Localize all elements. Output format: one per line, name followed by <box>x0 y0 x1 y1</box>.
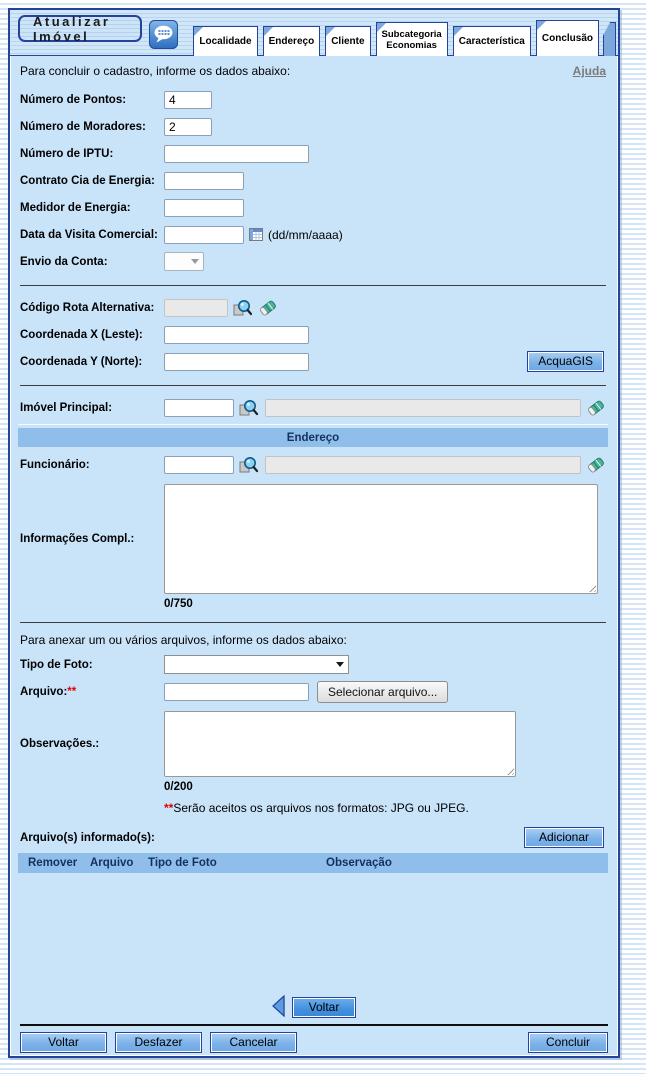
column-header-remover: Remover <box>28 857 78 869</box>
coordenada-x-label: Coordenada X (Leste): <box>20 328 143 341</box>
endereco-section-header: Endereço <box>18 428 608 447</box>
adicionar-button[interactable]: Adicionar <box>524 827 604 848</box>
eraser-icon[interactable] <box>586 399 606 417</box>
chevron-down-icon <box>336 662 344 667</box>
tab-caracteristica[interactable]: Característica <box>453 26 531 56</box>
tab-localidade[interactable]: Localidade <box>193 26 257 56</box>
comment-bubble-icon[interactable] <box>149 20 178 54</box>
chevron-down-icon <box>191 259 199 264</box>
arquivo-input[interactable] <box>164 683 309 701</box>
numero-pontos-label: Número de Pontos: <box>20 93 127 106</box>
tab-subcategoria-economias[interactable]: Subcategoria Economias <box>376 22 448 56</box>
coordenada-x-input[interactable] <box>164 326 309 344</box>
arquivo-label: Arquivo:** <box>20 686 77 698</box>
attachments-table-body <box>16 873 610 989</box>
envio-conta-select[interactable] <box>164 252 204 271</box>
tab-endereco[interactable]: Endereço <box>263 26 321 56</box>
page-title <box>18 15 142 42</box>
data-visita-input[interactable] <box>164 226 244 244</box>
tab-conclusao[interactable]: Conclusão <box>536 20 599 56</box>
cancelar-button[interactable]: Cancelar <box>210 1032 297 1053</box>
tab-cliente[interactable]: Cliente <box>325 26 370 56</box>
concluir-button[interactable]: Concluir <box>528 1032 608 1053</box>
imovel-principal-label: Imóvel Principal: <box>20 401 113 414</box>
search-icon[interactable] <box>239 456 259 474</box>
envio-conta-label: Envio da Conta: <box>20 255 108 268</box>
funcionario-label: Funcionário: <box>20 458 90 471</box>
page-title-text: Atualizar Imóvel <box>33 13 111 44</box>
codigo-rota-input <box>164 299 228 317</box>
footer-button-bar <box>10 1026 618 1056</box>
medidor-energia-label: Medidor de Energia: <box>20 201 131 214</box>
codigo-rota-label: Código Rota Alternativa: <box>20 301 155 314</box>
data-visita-label: Data da Visita Comercial: <box>20 228 158 241</box>
column-header-observacao: Observação <box>326 857 392 869</box>
desfazer-button[interactable]: Desfazer <box>115 1032 202 1053</box>
observacoes-counter: 0/200 <box>164 781 193 793</box>
medidor-energia-input[interactable] <box>164 199 244 217</box>
form-content <box>10 56 618 1024</box>
arquivos-informados-label: Arquivo(s) informado(s): <box>20 831 155 844</box>
tipo-foto-select[interactable] <box>164 655 349 674</box>
voltar-button[interactable]: Voltar <box>20 1032 107 1053</box>
date-format-hint: (dd/mm/aaaa) <box>268 227 343 242</box>
coordenada-y-label: Coordenada Y (Norte): <box>20 355 143 368</box>
acquagis-button[interactable]: AcquaGIS <box>527 351 604 372</box>
numero-iptu-label: Número de IPTU: <box>20 147 114 160</box>
coordenada-y-input[interactable] <box>164 353 309 371</box>
tab-stub <box>603 22 616 56</box>
window-banner <box>10 10 618 56</box>
numero-moradores-label: Número de Moradores: <box>20 120 146 133</box>
light-divider <box>18 424 608 425</box>
informacoes-compl-textarea[interactable] <box>164 484 598 594</box>
voltar-nav-button[interactable]: Voltar <box>292 997 356 1018</box>
back-arrow-icon[interactable] <box>270 995 286 1020</box>
formats-note: **Serão aceitos os arquivos nos formatos: JPG ou JPEG. <box>164 801 469 815</box>
attachments-table-header <box>18 853 608 873</box>
eraser-icon[interactable] <box>586 456 606 474</box>
numero-pontos-input[interactable] <box>164 91 212 109</box>
column-header-tipo-de-foto: Tipo de Foto <box>148 857 217 869</box>
funcionario-input[interactable] <box>164 456 234 474</box>
required-marker: ** <box>67 686 77 698</box>
search-icon[interactable] <box>233 299 253 317</box>
section-divider <box>20 385 606 386</box>
eraser-icon[interactable] <box>258 299 278 317</box>
imovel-principal-descricao <box>265 399 581 417</box>
section-divider <box>20 285 606 286</box>
attach-intro-text: Para anexar um ou vários arquivos, informe os dados abaixo: <box>20 633 347 647</box>
ajuda-link[interactable]: Ajuda <box>572 64 606 78</box>
column-header-arquivo: Arquivo <box>90 857 134 869</box>
informacoes-compl-label: Informações Compl.: <box>20 533 135 545</box>
numero-iptu-input[interactable] <box>164 145 309 163</box>
navigation-row <box>16 995 610 1020</box>
search-icon[interactable] <box>239 399 259 417</box>
intro-text: Para concluir o cadastro, informe os dados abaixo: <box>20 64 291 78</box>
tab-bar <box>188 14 616 56</box>
selecionar-arquivo-button[interactable]: Selecionar arquivo... <box>317 681 448 703</box>
atualizar-imovel-window <box>8 8 620 1058</box>
numero-moradores-input[interactable] <box>164 118 212 136</box>
imovel-principal-input[interactable] <box>164 399 234 417</box>
section-divider <box>20 622 606 623</box>
observacoes-label: Observações.: <box>20 738 100 750</box>
informacoes-counter: 0/750 <box>164 598 193 610</box>
observacoes-textarea[interactable] <box>164 711 516 777</box>
calendar-icon[interactable] <box>249 228 263 241</box>
funcionario-descricao <box>265 456 581 474</box>
required-marker: ** <box>164 801 174 815</box>
contrato-energia-label: Contrato Cia de Energia: <box>20 174 155 187</box>
tipo-foto-label: Tipo de Foto: <box>20 658 93 671</box>
contrato-energia-input[interactable] <box>164 172 244 190</box>
